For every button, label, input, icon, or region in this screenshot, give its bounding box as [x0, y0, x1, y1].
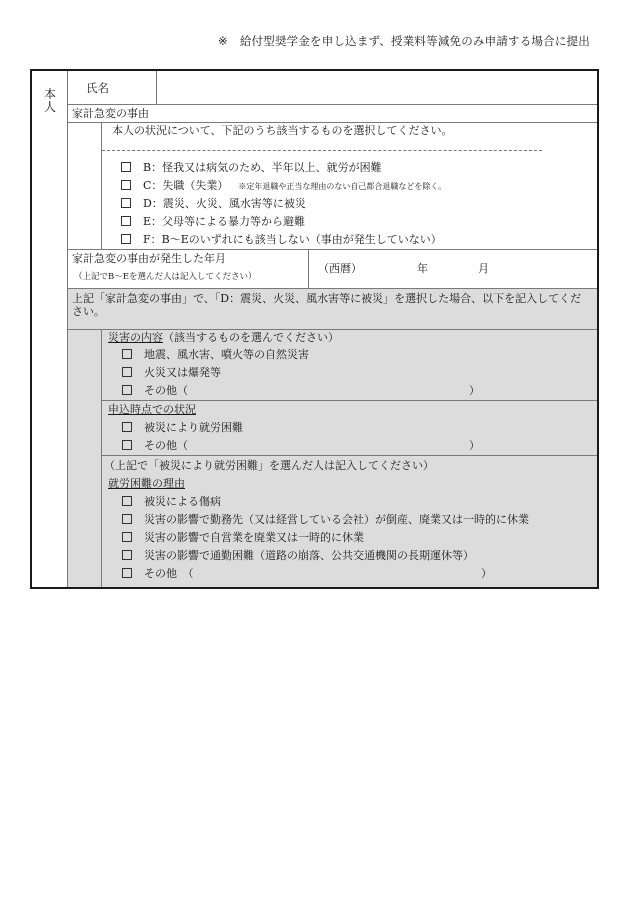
note-mark: ※: [218, 34, 228, 48]
divider: [68, 288, 597, 289]
family-change-form: [30, 69, 599, 589]
work-difficulty-title: 就労困難の理由: [108, 477, 185, 490]
checkbox-icon[interactable]: [121, 198, 131, 208]
era-label: （西暦）: [318, 262, 362, 275]
divider: [68, 122, 597, 123]
year-field[interactable]: [362, 257, 412, 279]
checkbox-icon[interactable]: [122, 385, 132, 395]
checkbox-icon[interactable]: [122, 550, 132, 560]
reason-option-d[interactable]: D：震災、火災、風水害等に被災: [121, 197, 306, 211]
work-option-other[interactable]: その他 （: [122, 567, 194, 581]
reason-option-b[interactable]: B：怪我又は病気のため、半年以上、就労が困難: [121, 161, 382, 175]
checkbox-icon[interactable]: [121, 234, 131, 244]
work-other-close: ）: [481, 567, 492, 580]
work-option-commute-difficulty[interactable]: 災害の影響で通勤困難（道路の崩落、公共交通機関の長期運休等）: [122, 549, 474, 563]
checkbox-icon[interactable]: [121, 162, 131, 172]
divider: [68, 249, 597, 250]
work-option-employer-closed[interactable]: 災害の影響で勤務先（又は経営している会社）が倒産、廃業又は一時的に休業: [122, 513, 529, 527]
checkbox-icon[interactable]: [121, 180, 131, 190]
date-row-sublabel: （上記でB～Eを選んだ人は記入してください）: [74, 272, 257, 282]
divider: [101, 329, 102, 587]
status-other-close: ）: [469, 439, 480, 452]
month-field[interactable]: [432, 257, 476, 279]
checkbox-icon[interactable]: [122, 568, 132, 578]
checkbox-icon[interactable]: [122, 514, 132, 524]
reason-option-e[interactable]: E：父母等による暴力等から避難: [121, 215, 305, 229]
status-other-field[interactable]: [202, 438, 462, 452]
checkbox-icon[interactable]: [122, 422, 132, 432]
date-row-label: 家計急変の事由が発生した年月: [72, 252, 226, 265]
damage-title: 災害の内容（該当するものを選んでください）: [108, 331, 339, 344]
reason-section-title: 家計急変の事由: [72, 107, 149, 120]
checkbox-icon[interactable]: [122, 440, 132, 450]
work-other-field[interactable]: [217, 566, 477, 580]
damage-option-natural[interactable]: 地震、風水害、噴火等の自然災害: [122, 348, 309, 362]
damage-option-other[interactable]: その他（: [122, 384, 188, 398]
damage-other-field[interactable]: [202, 383, 462, 397]
damage-other-close: ）: [469, 384, 480, 397]
divider: [68, 104, 597, 105]
work-option-self-employed-closed[interactable]: 災害の影響で自営業を廃業又は一時的に休業: [122, 531, 364, 545]
reason-option-c[interactable]: C：失職（失業） ※定年退職や正当な理由のない自己都合退職などを除く。: [121, 179, 446, 194]
divider: [102, 400, 597, 401]
disaster-instruction: 上記「家計急変の事由」で、「D：震災、火災、風水害等に被災」を選択した場合、以下を記入してください。: [72, 292, 582, 318]
work-option-injury[interactable]: 被災による傷病: [122, 495, 221, 509]
name-field[interactable]: [158, 72, 596, 103]
checkbox-icon[interactable]: [122, 349, 132, 359]
status-title: 申込時点での状況: [108, 403, 196, 416]
reason-option-c-note: ※定年退職や正当な理由のない自己都合退職などを除く。: [238, 182, 447, 191]
month-label: 月: [478, 262, 489, 275]
reason-instruction: 本人の状況について、下記のうち該当するものを選択してください。: [112, 124, 453, 137]
reason-option-f[interactable]: F：B～Eのいずれにも該当しない（事由が発生していない）: [121, 233, 442, 247]
status-option-other[interactable]: その他（: [122, 439, 188, 453]
checkbox-icon[interactable]: [122, 532, 132, 542]
checkbox-icon[interactable]: [122, 367, 132, 377]
checkbox-icon[interactable]: [122, 496, 132, 506]
name-label: 氏名: [86, 81, 109, 95]
year-label: 年: [417, 262, 428, 275]
submission-note: [218, 33, 590, 49]
damage-option-fire[interactable]: 火災又は爆発等: [122, 366, 221, 380]
note-text: 給付型奨学金を申し込まず、授業料等減免のみ申請する場合に提出: [239, 34, 590, 48]
section-label-person: 本人: [44, 87, 57, 114]
divider: [308, 249, 309, 288]
dashed-divider: [102, 150, 542, 151]
divider: [68, 329, 597, 330]
divider: [102, 455, 597, 456]
divider: [156, 71, 157, 104]
divider: [101, 122, 102, 249]
status-option-unable-to-work[interactable]: 被災により就労困難: [122, 421, 243, 435]
work-difficulty-note: （上記で「被災により就労困難」を選んだ人は記入してください）: [104, 459, 434, 472]
checkbox-icon[interactable]: [121, 216, 131, 226]
